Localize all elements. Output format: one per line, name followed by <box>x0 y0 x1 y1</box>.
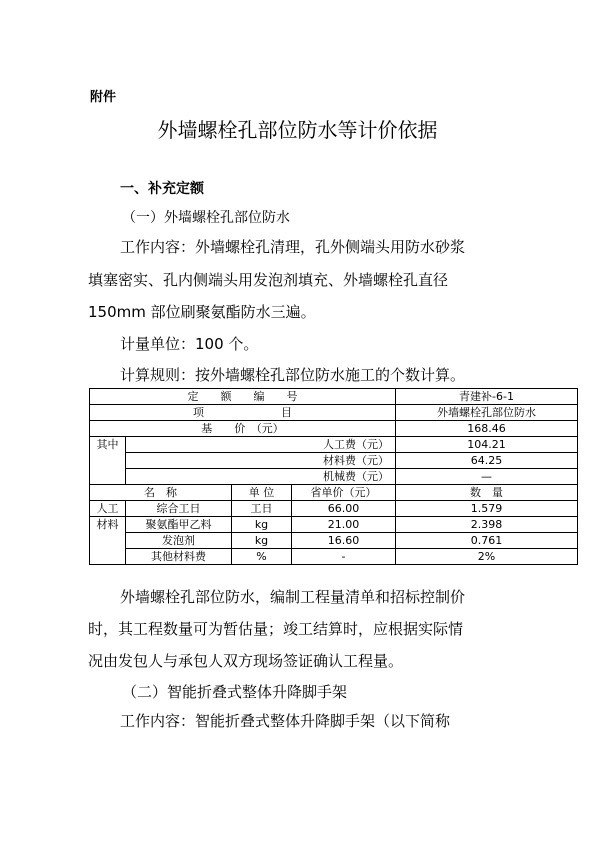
item-value: 外墙螺栓孔部位防水 <box>396 405 578 421</box>
col-header-unit: 单 位 <box>232 485 292 501</box>
subsection-heading: （一）外墙螺栓孔部位防水 <box>122 210 290 226</box>
labor-fee-value: 104.21 <box>396 437 578 453</box>
note-line: 时，其工程数量可为暂估量；竣工结算时，应根据实际情 <box>88 620 464 638</box>
work-content-line: 150mm 部位刷聚氨酯防水三遍。 <box>88 303 316 321</box>
row-name: 综合工日 <box>126 501 232 517</box>
table-row <box>90 389 578 405</box>
note-line: 外墙螺栓孔部位防水，编制工程量清单和招标控制价 <box>120 588 466 606</box>
row-price: 66.00 <box>292 501 396 517</box>
material-fee-label: 材料费（元） <box>126 453 396 469</box>
subsection-heading: （二）智能折叠式整体升降脚手架 <box>122 683 348 701</box>
item-label: 项 目 <box>90 405 396 421</box>
material-fee-value: 64.25 <box>396 453 578 469</box>
section-heading: 一、补充定额 <box>120 181 204 197</box>
table-row <box>90 437 578 453</box>
col-header-price: 省单价（元） <box>292 485 396 501</box>
row-qty: 2% <box>396 549 578 565</box>
quota-table <box>89 388 578 565</box>
base-price-label: 基 价 （元） <box>90 421 396 437</box>
code-value: 青建补-6-1 <box>396 389 578 405</box>
table-row <box>90 517 578 533</box>
table-header-row <box>90 485 578 501</box>
col-header-name: 名 称 <box>90 485 232 501</box>
base-price-value: 168.46 <box>396 421 578 437</box>
row-unit: % <box>232 549 292 565</box>
table-row <box>90 533 578 549</box>
row-name: 发泡剂 <box>126 533 232 549</box>
labor-fee-label: 人工费（元） <box>126 437 396 453</box>
table-row <box>90 421 578 437</box>
row-category: 材料 <box>90 517 126 565</box>
attachment-label: 附件 <box>90 90 117 105</box>
table-row <box>90 501 578 517</box>
machine-fee-label: 机械费（元） <box>126 469 396 485</box>
work-content-line: 工作内容：智能折叠式整体升降脚手架（以下简称 <box>120 712 451 730</box>
row-category: 人工 <box>90 501 126 517</box>
row-unit: kg <box>232 533 292 549</box>
row-name: 聚氨酯甲乙料 <box>126 517 232 533</box>
row-qty: 0.761 <box>396 533 578 549</box>
row-price: - <box>292 549 396 565</box>
row-unit: kg <box>232 517 292 533</box>
note-line: 况由发包人与承包人双方现场签证确认工程量。 <box>88 652 404 670</box>
row-qty: 1.579 <box>396 501 578 517</box>
table-row <box>90 453 578 469</box>
work-content-line: 工作内容：外墙螺栓孔清理，孔外侧端头用防水砂浆 <box>120 238 466 256</box>
row-qty: 2.398 <box>396 517 578 533</box>
work-content-line: 填塞密实、孔内侧端头用发泡剂填充、外墙螺栓孔直径 <box>88 271 449 289</box>
measurement-unit: 计量单位：100 个。 <box>120 335 259 353</box>
row-price: 16.60 <box>292 533 396 549</box>
page-title: 外墙螺栓孔部位防水等计价依据 <box>157 118 438 142</box>
table-row <box>90 469 578 485</box>
row-price: 21.00 <box>292 517 396 533</box>
table-row <box>90 405 578 421</box>
calculation-rule: 计算规则：按外墙螺栓孔部位防水施工的个数计算。 <box>120 366 466 384</box>
row-unit: 工日 <box>232 501 292 517</box>
code-label: 定 额 编 号 <box>90 389 396 405</box>
qizhong-label: 其中 <box>90 437 126 485</box>
table-row <box>90 549 578 565</box>
col-header-qty: 数 量 <box>396 485 578 501</box>
row-name: 其他材料费 <box>126 549 232 565</box>
machine-fee-value: — <box>396 469 578 485</box>
